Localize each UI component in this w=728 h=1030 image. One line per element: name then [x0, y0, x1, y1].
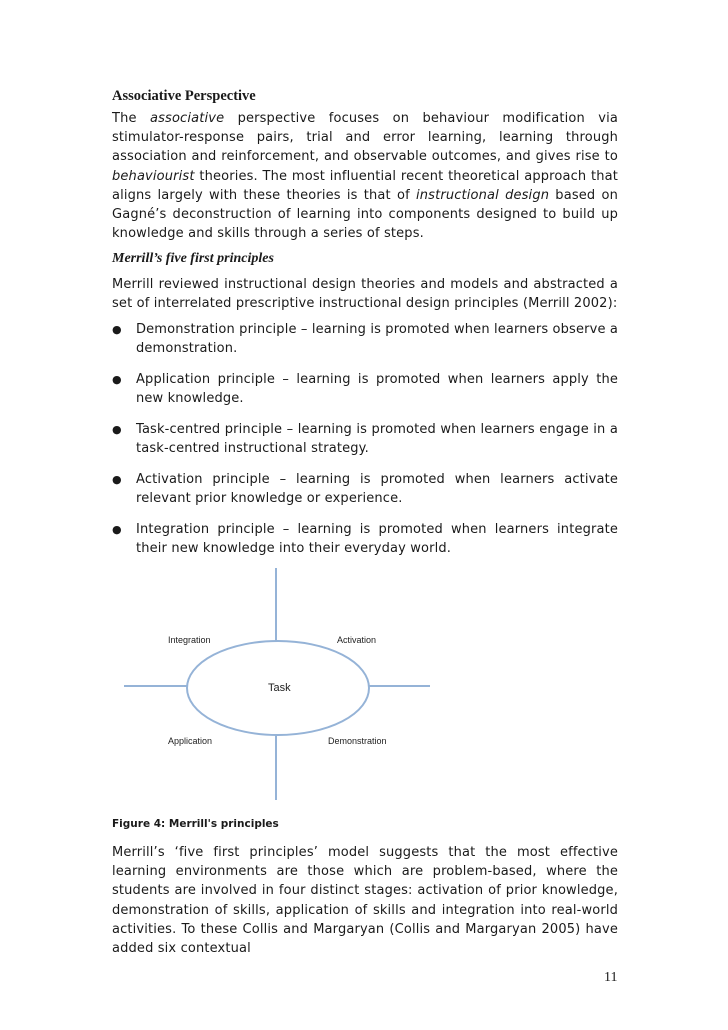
bullet-icon: ● — [112, 522, 122, 536]
assoc-text-4: based on Gagné’s deconstruction of learning into components designed to build up knowledge and skills through a series of steps. — [112, 187, 618, 242]
list-item — [112, 320, 618, 358]
task-label: Task — [268, 682, 291, 694]
assoc-text-2: perspective focuses on behaviour modification via stimulator-response pairs, trial and error learning, learning through association and reinforcement, and observable outcomes, and gives rise to — [112, 111, 618, 165]
principles-list — [112, 320, 618, 570]
assoc-emphasis-associative: associative — [149, 111, 225, 126]
principle-text: Application principle – learning is promoted when learners apply the new knowledge. — [136, 371, 618, 407]
bullet-icon: ● — [112, 323, 122, 336]
principle-text: Integration principle – learning is promoted when learners integrate their new knowledge into their everyday world. — [136, 521, 618, 556]
assoc-text-1: The — [112, 111, 150, 126]
principle-text: Task-centred principle – learning is promoted when learners engage in a task-centred instructional strategy. — [136, 421, 618, 457]
associative-paragraph — [112, 109, 618, 243]
page-number: 11 — [604, 970, 618, 985]
final-paragraph: Merrill’s ‘five first principles’ model suggests that the most effective learning environments are those which are problem-based, where the students are involved in four distinct stages: activation of prior knowledge, demonstration of skills, application of skills and integration into real-world activities. To these Collis and Margaryan (Collis and Margaryan 2005) have added six contextual — [112, 845, 618, 957]
merrill-principles-figure — [112, 562, 442, 807]
merrill-paragraph: Merrill reviewed instructional design theories and models and abstracted a set of interrelated prescriptive instructional design principles (Merrill 2002): — [112, 277, 618, 312]
bullet-icon: ● — [112, 422, 122, 436]
subheading-merrill: Merrill’s five first principles — [112, 251, 274, 266]
assoc-text-3: theories. The most influential recent theoretical approach that aligns largely with these theories is that of — [112, 168, 618, 203]
application-label: Application — [168, 736, 213, 746]
figure-caption: Figure 4: Merrill's principles — [112, 818, 279, 830]
bullet-icon: ● — [112, 472, 122, 486]
section-heading: Associative Perspective — [112, 88, 256, 104]
demonstration-label: Demonstration — [328, 736, 387, 746]
integration-label: Integration — [168, 635, 211, 645]
bullet-icon: ● — [112, 372, 122, 386]
list-item — [112, 370, 618, 408]
list-item — [112, 520, 618, 558]
activation-label: Activation — [337, 635, 377, 645]
assoc-emphasis-behaviourist: behaviourist — [112, 168, 195, 184]
list-item — [112, 470, 618, 508]
assoc-emphasis-instructional-design: instructional design — [416, 187, 550, 203]
list-item — [112, 420, 618, 458]
principle-text: Demonstration principle – learning is promoted when learners observe a demonstration. — [136, 322, 618, 357]
principle-text: Activation principle – learning is promoted when learners activate relevant prior knowledge or experience. — [136, 471, 618, 506]
